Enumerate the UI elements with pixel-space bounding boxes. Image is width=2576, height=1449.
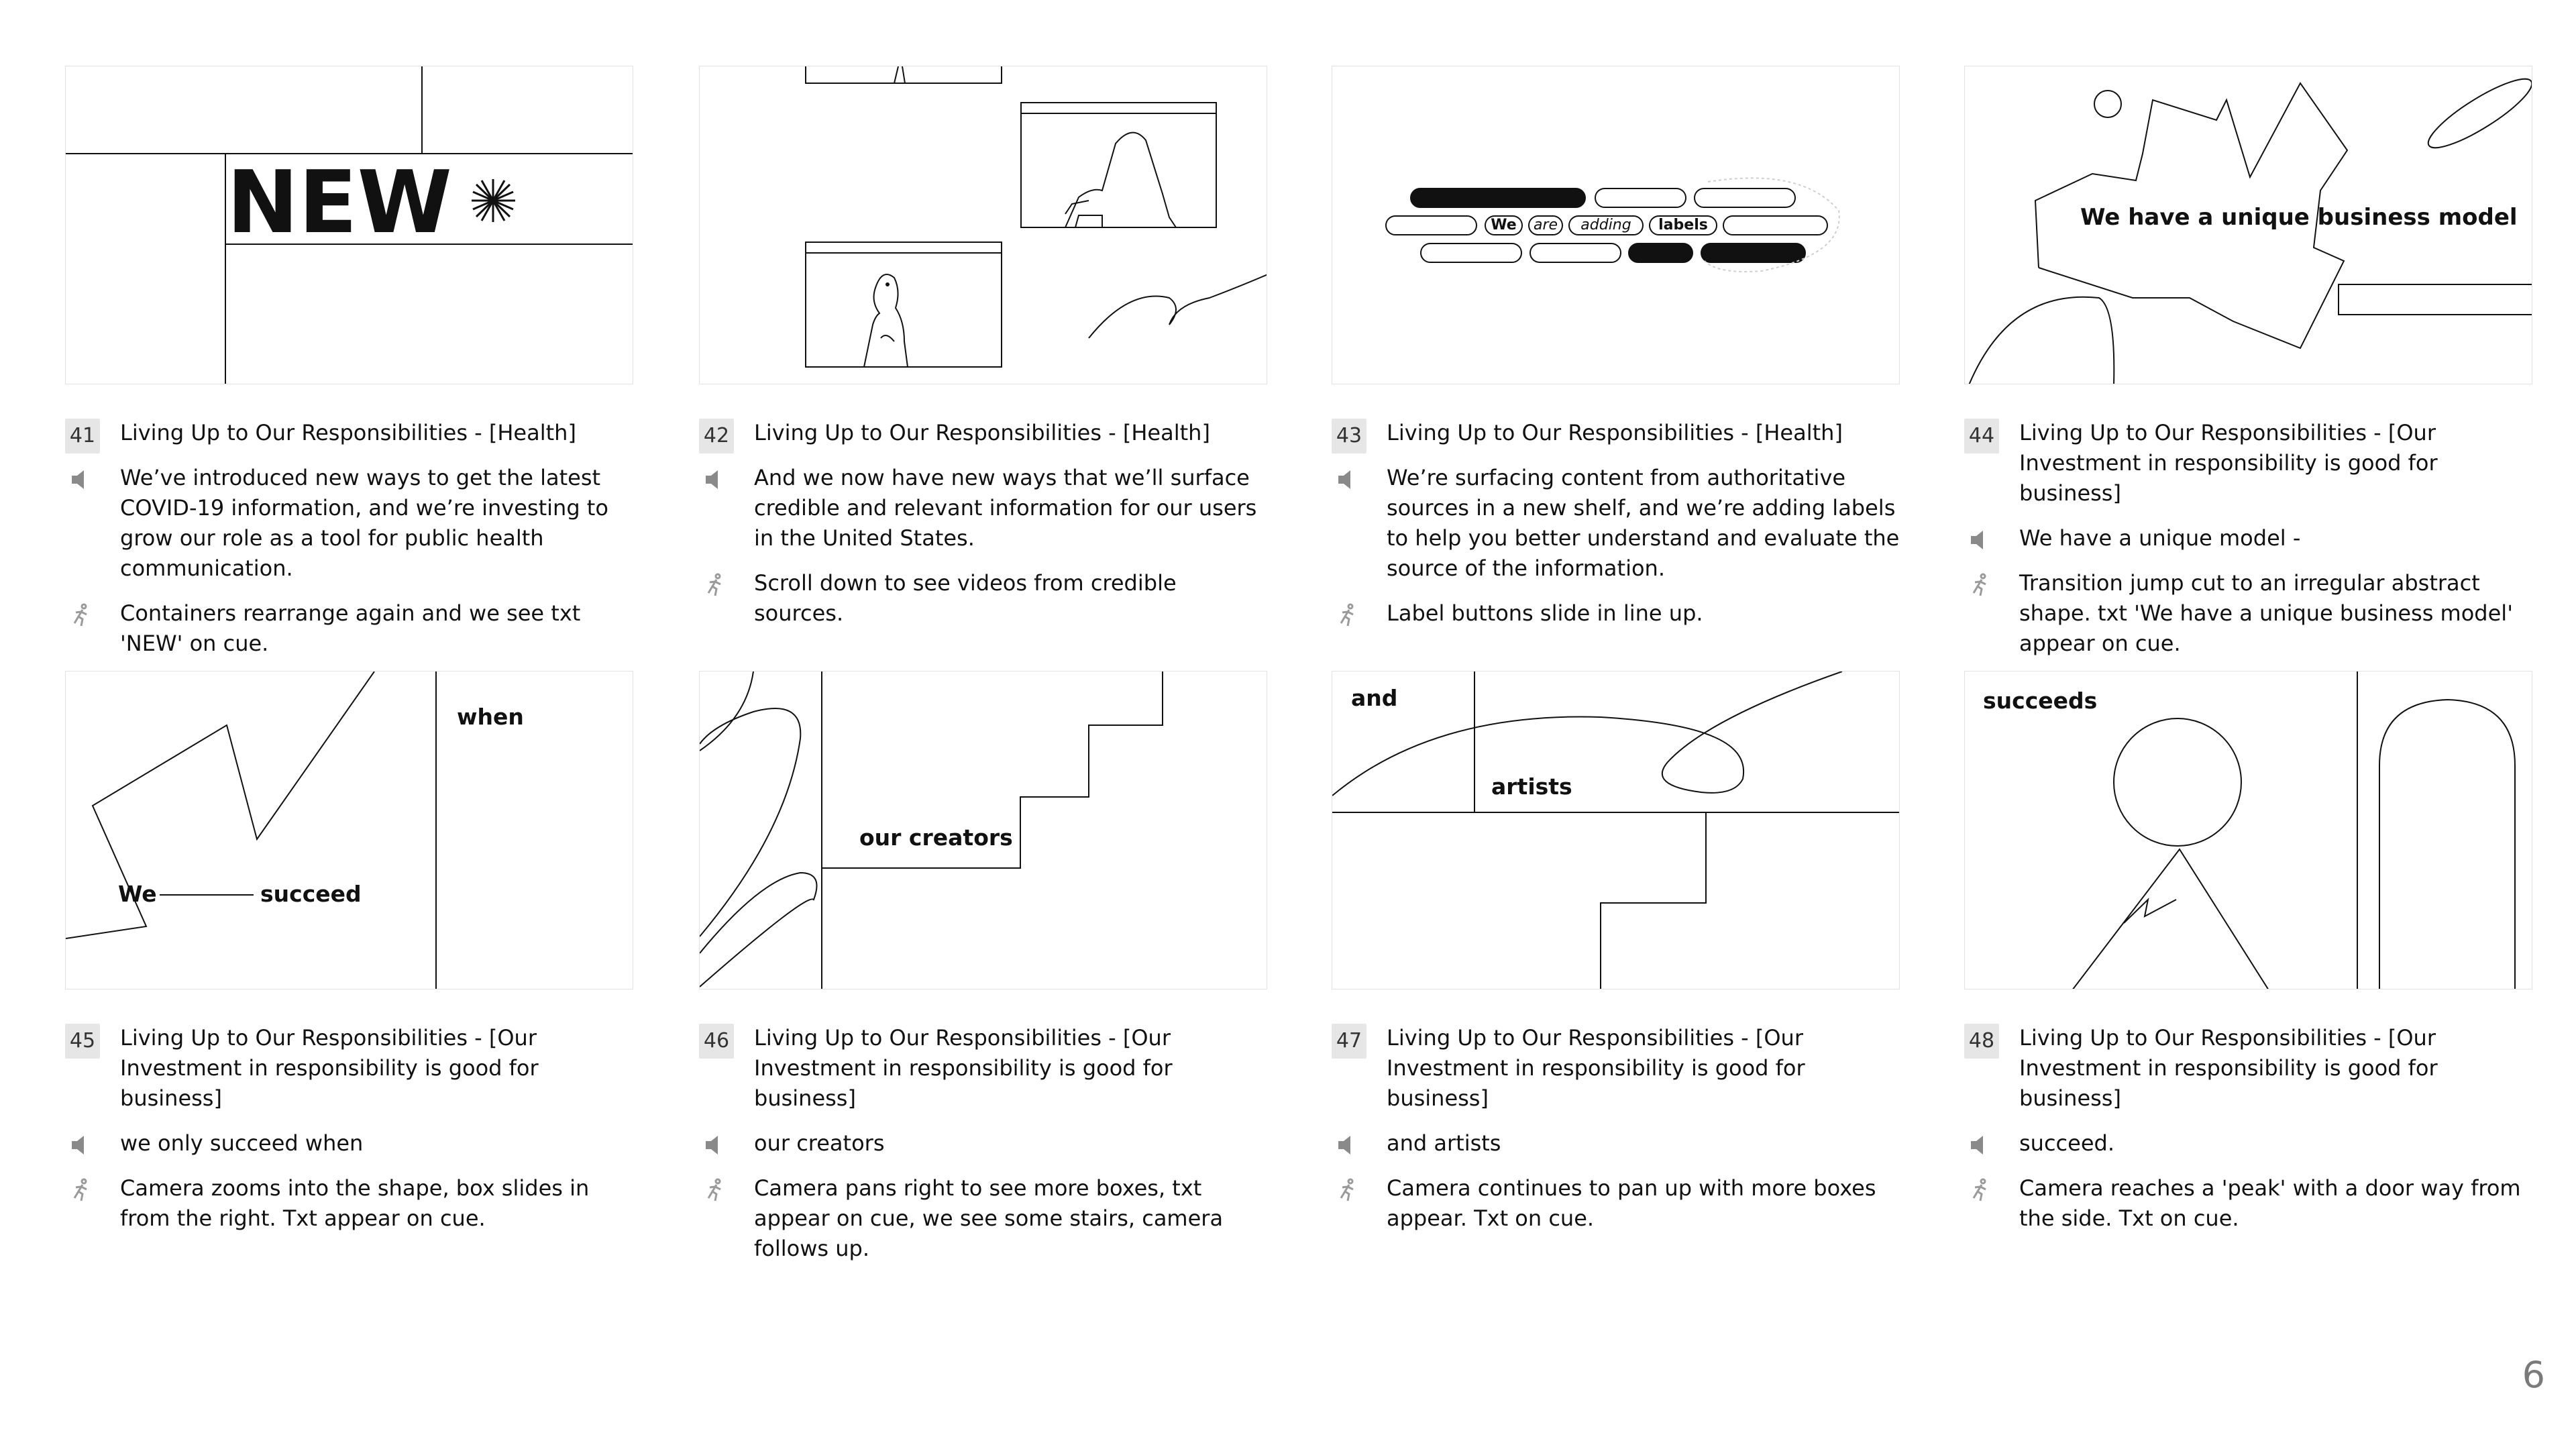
title-row: [65, 418, 633, 448]
panel-number: 41: [65, 419, 100, 453]
voiceover-row: [65, 1128, 633, 1159]
panel-number: 42: [699, 419, 734, 453]
frame-text-we: We: [118, 881, 157, 907]
panel-title: Living Up to Our Responsibilities - [Health]: [1387, 420, 1843, 445]
panel-title: Living Up to Our Responsibilities - [Our Investment in responsibility is good for business]: [754, 1025, 1173, 1111]
frame-drawing: [1332, 672, 1900, 989]
frame-drawing: [1965, 672, 2532, 989]
action-text: Camera zooms into the shape, box slides in from the right. Txt appear on cue.: [120, 1175, 590, 1231]
action-text: Camera pans right to see more boxes, txt appear on cue, we see some stairs, camera follows up.: [754, 1175, 1224, 1261]
action-row: [1332, 598, 1900, 629]
voiceover-text: we only succeed when: [120, 1130, 364, 1156]
storyboard-frame: [1332, 671, 1900, 989]
panel-title: Living Up to Our Responsibilities - [Our Investment in responsibility is good for business]: [1387, 1025, 1805, 1111]
panel-number: 44: [1964, 419, 1999, 453]
voiceover-row: [1964, 1128, 2532, 1159]
running-figure-icon: [1967, 572, 1994, 598]
frame-label-adding: adding: [1580, 217, 1631, 233]
voiceover-row: [65, 463, 633, 584]
speaker-icon: [702, 1132, 729, 1159]
speaker-icon: [68, 466, 95, 493]
voiceover-row: [1332, 1128, 1900, 1159]
frame-drawing: [66, 672, 633, 989]
frame-text-when: when: [457, 704, 524, 730]
action-text: Camera reaches a 'peak' with a door way from the side. Txt on cue.: [2019, 1175, 2521, 1231]
action-row: [699, 1173, 1267, 1264]
storyboard-frame: [699, 66, 1267, 384]
storyboard-frame: [1964, 671, 2532, 989]
frame-label-are: are: [1533, 217, 1558, 233]
title-row: [1964, 1023, 2532, 1114]
action-row: [1964, 1173, 2532, 1234]
frame-text-new: NEW: [227, 153, 452, 253]
title-row: [1332, 1023, 1900, 1114]
speaker-icon: [68, 1132, 95, 1159]
voiceover-text: We’re surfacing content from authoritative sources in a new shelf, and we’re adding labels to help you better understand and evaluate the source of the information.: [1387, 465, 1900, 581]
action-text: Containers rearrange again and we see txt 'NEW' on cue.: [120, 600, 581, 656]
title-row: [699, 418, 1267, 448]
speaker-icon: [1967, 1132, 1994, 1159]
voiceover-text: We’ve introduced new ways to get the latest COVID-19 information, and we’re investing to grow our role as a tool for public health communication.: [120, 465, 608, 581]
action-text: Camera continues to pan up with more boxes appear. Txt on cue.: [1387, 1175, 1876, 1231]
speaker-icon: [1334, 466, 1361, 493]
title-row: [65, 1023, 633, 1114]
panel-meta: [1332, 418, 1900, 643]
panel-meta: [65, 418, 633, 674]
voiceover-row: [1964, 523, 2532, 553]
action-text: Scroll down to see videos from credible sources.: [754, 570, 1177, 626]
title-row: [699, 1023, 1267, 1114]
panel-title: Living Up to Our Responsibilities - [Our Investment in responsibility is good for business]: [120, 1025, 539, 1111]
title-row: [1332, 418, 1900, 448]
voiceover-row: [699, 463, 1267, 553]
action-row: [699, 568, 1267, 629]
voiceover-text: our creators: [754, 1130, 885, 1156]
panel-number: 48: [1964, 1024, 1999, 1059]
panel-meta: [1964, 418, 2532, 674]
voiceover-text: succeed.: [2019, 1130, 2114, 1156]
storyboard-frame: [65, 671, 633, 989]
sparkle-icon: [472, 179, 515, 222]
speaker-icon: [1334, 1132, 1361, 1159]
speaker-icon: [702, 466, 729, 493]
frame-label-we: We: [1491, 217, 1517, 233]
storyboard-frame: [1332, 66, 1900, 384]
title-row: [1964, 418, 2532, 508]
panel-number: 45: [65, 1024, 100, 1059]
frame-text-succeed: succeed: [260, 881, 362, 907]
running-figure-icon: [702, 572, 729, 598]
voiceover-text: and artists: [1387, 1130, 1501, 1156]
panel-meta: [1332, 1023, 1900, 1248]
frame-text-succeeds: succeeds: [1983, 688, 2098, 714]
action-text: Label buttons slide in line up.: [1387, 600, 1703, 626]
action-row: [1964, 568, 2532, 659]
page-number: 6: [2522, 1354, 2545, 1396]
frame-drawing: [700, 66, 1267, 384]
running-figure-icon: [1334, 602, 1361, 629]
running-figure-icon: [1967, 1177, 1994, 1203]
frame-text-unique-model: We have a unique business model: [2080, 204, 2518, 231]
running-figure-icon: [1334, 1177, 1361, 1203]
panel-title: Living Up to Our Responsibilities - [Our Investment in responsibility is good for business]: [2019, 1025, 2438, 1111]
action-row: [65, 598, 633, 659]
voiceover-row: [1332, 463, 1900, 584]
voiceover-text: And we now have new ways that we’ll surface credible and relevant information for our users in the United States.: [754, 465, 1257, 551]
action-row: [65, 1173, 633, 1234]
panel-number: 47: [1332, 1024, 1366, 1059]
running-figure-icon: [68, 1177, 95, 1203]
panel-meta: [699, 418, 1267, 643]
frame-label-labels: labels: [1658, 217, 1708, 233]
storyboard-frame: [1964, 66, 2532, 384]
action-text: Transition jump cut to an irregular abstract shape. txt 'We have a unique business model' appear on cue.: [2019, 570, 2513, 656]
running-figure-icon: [68, 602, 95, 629]
storyboard-frame: [699, 671, 1267, 989]
running-figure-icon: [702, 1177, 729, 1203]
panel-title: Living Up to Our Responsibilities - [Our Investment in responsibility is good for business]: [2019, 420, 2438, 506]
panel-title: Living Up to Our Responsibilities - [Health]: [754, 420, 1210, 445]
panel-meta: [65, 1023, 633, 1248]
frame-text-and: and: [1351, 685, 1398, 711]
panel-meta: [699, 1023, 1267, 1279]
action-row: [1332, 1173, 1900, 1234]
voiceover-text: We have a unique model -: [2019, 525, 2301, 551]
panel-number: 46: [699, 1024, 734, 1059]
voiceover-row: [699, 1128, 1267, 1159]
panel-meta: [1964, 1023, 2532, 1248]
storyboard-frame: [65, 66, 633, 384]
panel-number: 43: [1332, 419, 1366, 453]
frame-text-artists: artists: [1491, 773, 1572, 800]
speaker-icon: [1967, 527, 1994, 553]
frame-text-our-creators: our creators: [859, 824, 1013, 851]
panel-title: Living Up to Our Responsibilities - [Health]: [120, 420, 576, 445]
